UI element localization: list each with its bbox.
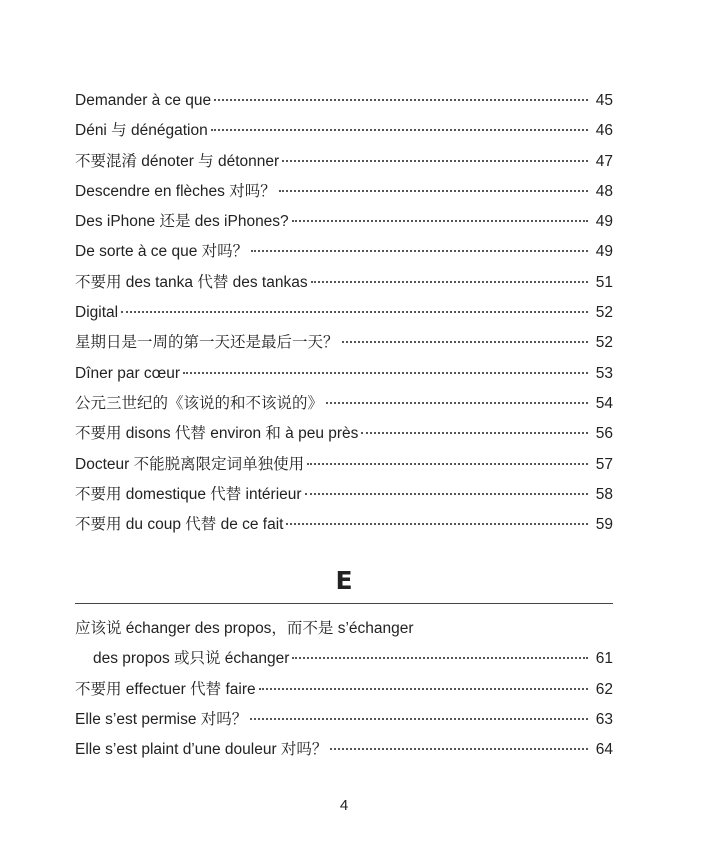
dot-leader [211, 129, 588, 131]
toc-entry-title: Docteur 不能脱离限定词单独使用 [75, 455, 305, 473]
toc-entry-title: Des iPhone 还是 des iPhones? [75, 213, 289, 231]
toc-entry-title: 星期日是一周的第一天还是最后一天？ [75, 334, 339, 352]
dot-leader [121, 311, 588, 313]
toc-entry [75, 298, 613, 328]
toc-entry [75, 705, 613, 735]
toc-entry [75, 147, 613, 177]
dot-leader [183, 372, 588, 374]
toc-entry-page: 52 [595, 334, 613, 352]
toc-entry [75, 510, 613, 540]
dot-leader [342, 341, 588, 343]
toc-entry-title: 不要用 du coup 代替 de ce fait [75, 516, 284, 534]
toc-entry-page: 53 [595, 364, 613, 382]
toc-entry-page: 49 [595, 213, 613, 231]
dot-leader [214, 99, 588, 101]
page-number: 4 [339, 797, 349, 814]
toc-entry [75, 389, 613, 419]
toc-entry [75, 419, 613, 449]
toc-entry-title: Elle s’est permise 对吗？ [75, 710, 248, 728]
toc-entry-page: 62 [595, 680, 613, 698]
dot-leader [326, 402, 588, 404]
toc-entry [75, 177, 613, 207]
dot-leader [305, 493, 588, 495]
toc-entry-page: 49 [595, 243, 613, 261]
toc-entry-title: 不要用 des tanka 代替 des tankas [75, 273, 308, 291]
dot-leader [311, 281, 588, 283]
dot-leader [307, 463, 588, 465]
toc-entry-continuation [75, 644, 613, 674]
toc-entry-page: 47 [595, 152, 613, 170]
toc-entry-page: 64 [595, 741, 613, 759]
toc-entry-page: 52 [595, 304, 613, 322]
dot-leader [259, 688, 588, 690]
toc-entry [75, 268, 613, 298]
toc-entry [75, 450, 613, 480]
toc-entry-page: 59 [595, 516, 613, 534]
toc-entry [75, 359, 613, 389]
dot-leader [286, 523, 588, 525]
toc-entry-title: 不要用 domestique 代替 intérieur [75, 485, 302, 503]
toc-entry-title: Digital [75, 304, 119, 322]
toc-entry-title: Dîner par cœur [75, 364, 181, 382]
dot-leader [250, 718, 588, 720]
toc-entry-page: 56 [595, 425, 613, 443]
toc-entry-page: 51 [595, 273, 613, 291]
toc-entry-title: Elle s’est plaint d’une douleur 对吗？ [75, 741, 328, 759]
toc-entry-page: 46 [595, 122, 613, 140]
toc-entry-title: Descendre en flèches 对吗？ [75, 182, 276, 200]
toc-entry [75, 116, 613, 146]
toc-entry [75, 237, 613, 267]
toc-entry-page: 48 [595, 182, 613, 200]
section-divider [75, 603, 613, 604]
toc-entry [75, 86, 613, 116]
dot-leader [361, 432, 588, 434]
toc-entry-page: 45 [595, 92, 613, 109]
toc-entry-page: 63 [595, 710, 613, 728]
toc-entry-page: 58 [595, 485, 613, 503]
toc-entry-first-line [75, 614, 613, 644]
toc-entry [75, 207, 613, 237]
toc-entry [75, 735, 613, 765]
toc-entry-title-continued: des propos 或只说 échanger [93, 650, 290, 668]
toc-entry-title: 应该说 échanger des propos，而不是 s’échanger [75, 620, 414, 637]
toc-entry-title: 不要用 disons 代替 environ 和 à peu près [75, 425, 359, 443]
toc-entry-page: 54 [595, 394, 613, 412]
toc-entry-title: Déni 与 dénégation [75, 122, 208, 140]
dot-leader [279, 190, 588, 192]
toc-entry [75, 328, 613, 358]
dot-leader [292, 657, 588, 659]
toc-entry-page: 57 [595, 455, 613, 473]
toc-entry-title: 不要混淆 dénoter 与 détonner [75, 152, 280, 170]
toc-entry-title: Demander à ce que [75, 92, 212, 109]
dot-leader [330, 748, 588, 750]
toc-section-e [75, 614, 613, 765]
toc-entry [75, 675, 613, 705]
toc-entry-title: 公元三世纪的《该说的和不该说的》 [75, 394, 324, 412]
section-heading-e: E [335, 566, 353, 595]
dot-leader [292, 220, 588, 222]
dot-leader [251, 250, 588, 252]
toc-entry [75, 480, 613, 510]
toc-section-d [75, 86, 613, 540]
toc-entry-title: De sorte à ce que 对吗？ [75, 243, 249, 261]
toc-entry-title: 不要用 effectuer 代替 faire [75, 680, 256, 698]
toc-entry-page: 61 [595, 650, 613, 668]
dot-leader [282, 160, 588, 162]
